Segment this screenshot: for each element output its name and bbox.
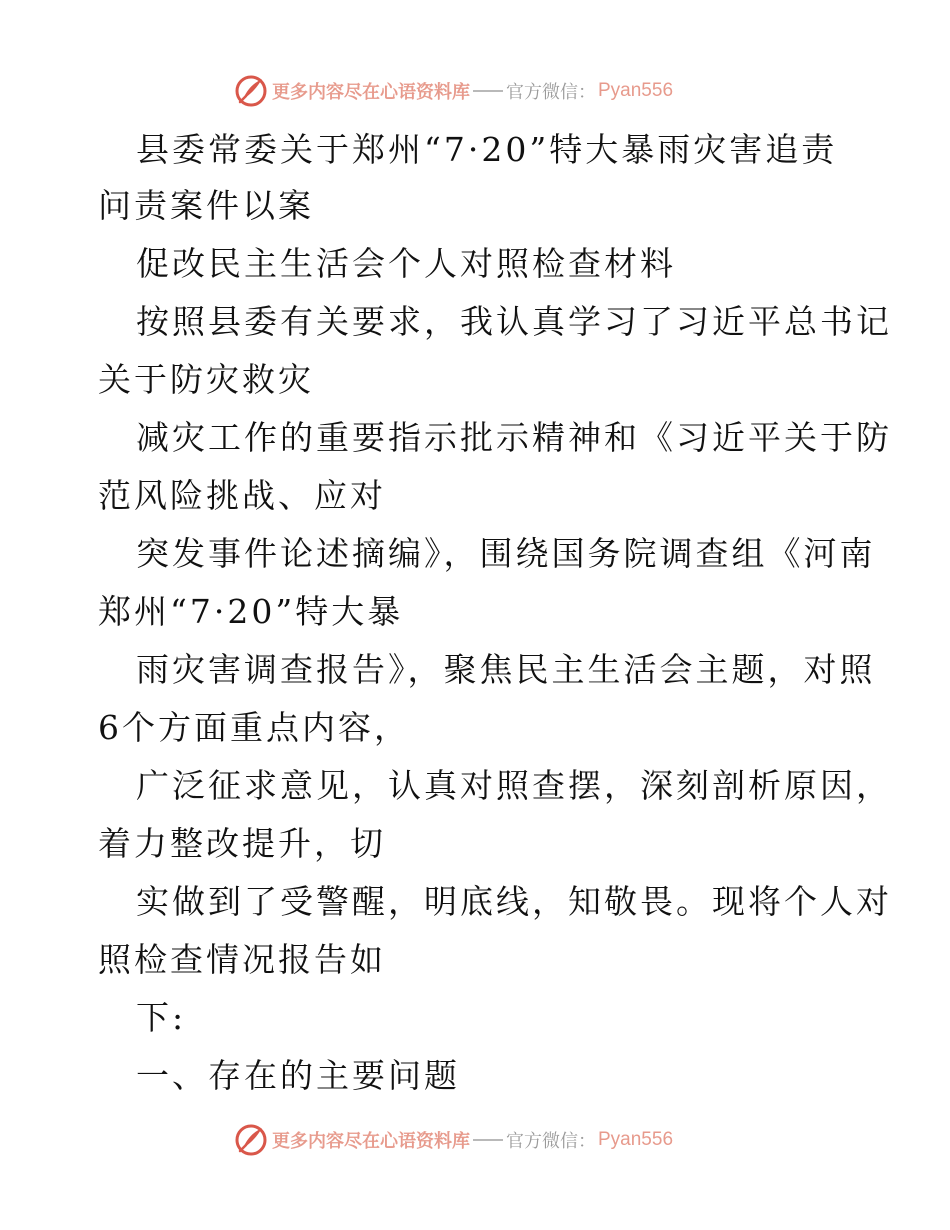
paragraph-line: 下: (136, 998, 187, 1037)
watermark-account: Pyan556 (598, 1129, 674, 1150)
watermark-label: 官方微信： (506, 1131, 596, 1152)
paragraph-line: 郑州“7·20”特大暴 (98, 592, 404, 631)
footer-watermark (234, 1123, 673, 1157)
title-line-1: 县委常委关于郑州“7·20”特大暴雨灾害追责 (136, 130, 838, 169)
paragraph-line: 雨灾害调查报告》，聚焦民主生活会主题，对照 (136, 650, 876, 689)
watermark-label: 官方微信： (506, 82, 596, 103)
title-line-2: 问责案件以案 (98, 186, 314, 225)
paragraph-line: 6个方面重点内容， (98, 708, 410, 747)
paragraph-line: 着力整改提升，切 (98, 824, 386, 863)
watermark-site-text: 更多内容尽在心语资料库 (272, 1131, 470, 1152)
paragraph-line: 减灾工作的重要指示批示精神和《习近平关于防 (136, 418, 892, 457)
paragraph-line: 关于防灾救灾 (98, 360, 314, 399)
quill-logo-icon (234, 74, 268, 108)
watermark-dash (473, 90, 503, 92)
paragraph-line: 照检查情况报告如 (98, 940, 386, 979)
watermark-dash (473, 1139, 503, 1141)
paragraph-line: 范风险挑战、应对 (98, 476, 386, 515)
watermark-site-text: 更多内容尽在心语资料库 (272, 82, 470, 103)
quill-logo-icon (234, 1123, 268, 1157)
section-heading: 一、存在的主要问题 (136, 1056, 460, 1095)
paragraph-line: 实做到了受警醒，明底线，知敬畏。现将个人对 (136, 882, 892, 921)
paragraph-line: 按照县委有关要求，我认真学习了习近平总书记 (136, 302, 892, 341)
header-watermark (234, 74, 673, 108)
watermark-account: Pyan556 (598, 80, 674, 101)
paragraph-line: 广泛征求意见，认真对照查摆，深刻剖析原因， (136, 766, 892, 805)
title-line-3: 促改民主生活会个人对照检查材料 (136, 244, 676, 283)
paragraph-line: 突发事件论述摘编》，围绕国务院调查组《河南 (136, 534, 876, 573)
